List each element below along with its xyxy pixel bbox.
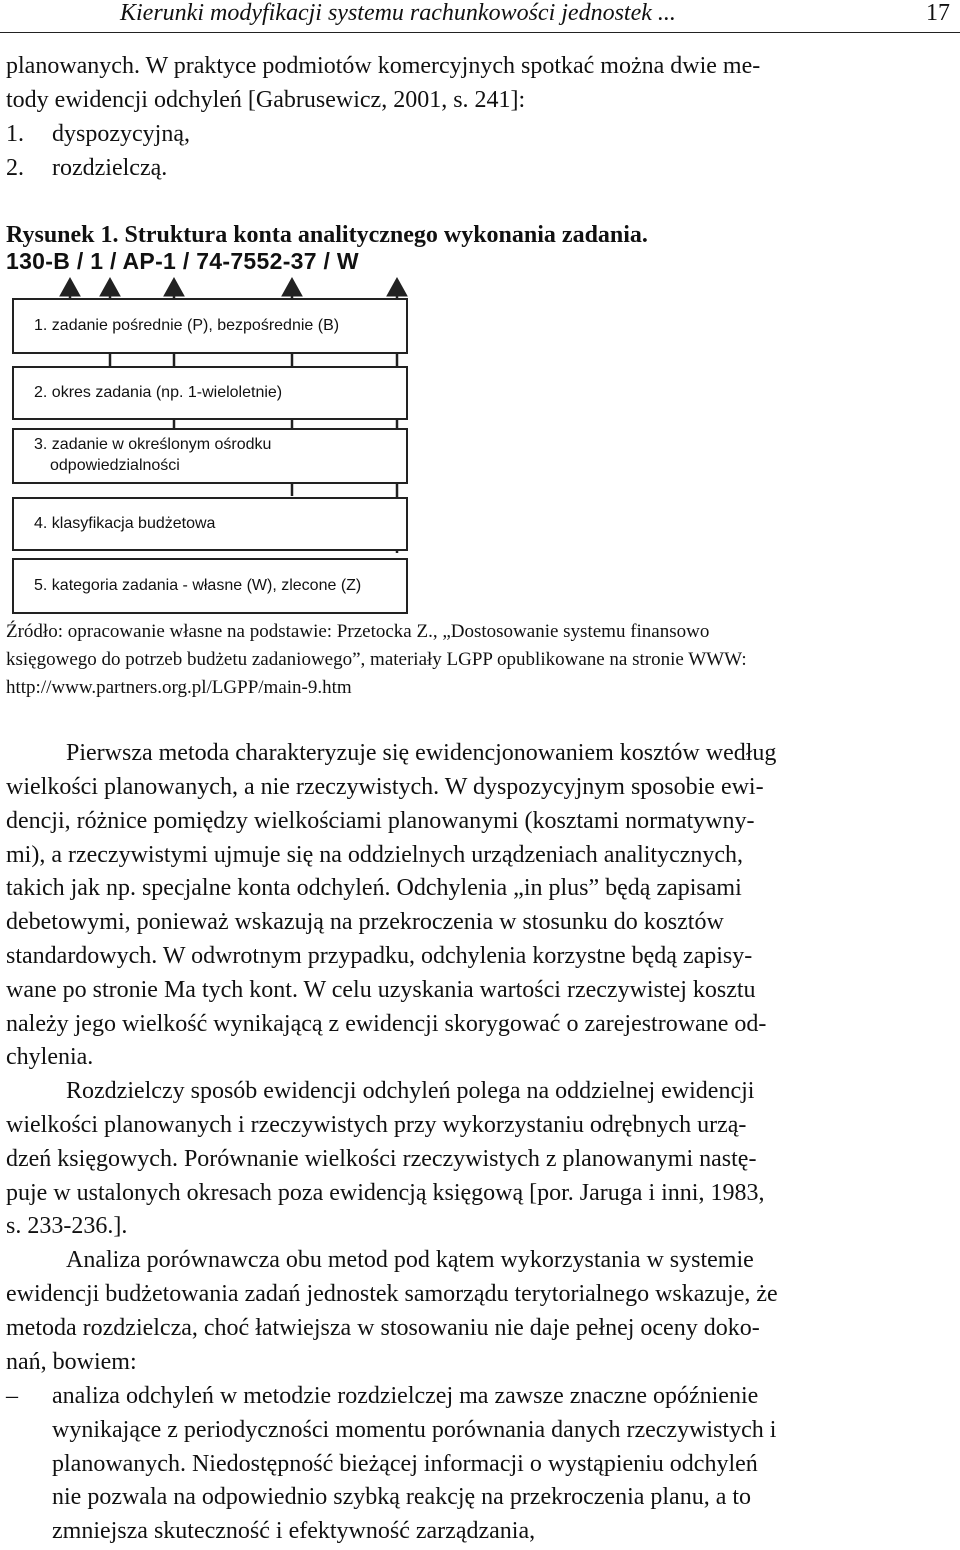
para1-line-2: wielkości planowanych, a nie rzeczywistych. W dyspozycyjnym sposobie ewi- — [6, 774, 764, 800]
box-3-label-line-2: odpowiedzialności — [50, 457, 180, 474]
box-4-label: 4. klasyfikacja budżetowa — [34, 514, 216, 532]
para1-line-5: takich jak np. specjalne konta odchyleń. Odchylenia „in plus” będą zapisami — [6, 875, 742, 901]
intro-line-2: tody ewidencji odchyleń [Gabrusewicz, 2001, s. 241]: — [6, 87, 526, 113]
dash-item-line-5: zmniejsza skuteczność i efektywność zarządzania, — [52, 1518, 536, 1544]
running-title: Kierunki modyfikacji systemu rachunkowości jednostek ... — [120, 0, 676, 26]
para3-line-4: nań, bowiem: — [6, 1349, 137, 1375]
para2-line-5: s. 233-236.]. — [6, 1213, 128, 1239]
diagram-box-1 — [12, 298, 408, 354]
list-item-1: dyspozycyjną, — [52, 121, 190, 147]
para1-line-10: chylenia. — [6, 1044, 94, 1070]
diagram-box-4 — [12, 497, 408, 551]
box-5-label: 5. kategoria zadania - własne (W), zlecone (Z) — [34, 576, 362, 594]
para3-line-1: Analiza porównawcza obu metod pod kątem wykorzystania w systemie — [66, 1247, 754, 1273]
source-line-2: księgowego do potrzeb budżetu zadaniowego”, materiały LGPP opublikowane na stronie WWW: — [6, 649, 747, 670]
para2-line-4: puje w ustalonych okresach poza ewidencją księgową [por. Jaruga i inni, 1983, — [6, 1180, 765, 1206]
dash-item-line-1: analiza odchyleń w metodzie rozdzielczej ma zawsze znaczne opóźnienie — [52, 1383, 759, 1409]
para1-line-1: Pierwsza metoda charakteryzuje się ewidencjonowaniem kosztów według — [66, 740, 777, 766]
para1-line-6: debetowymi, ponieważ wskazują na przekroczenia w stosunku do kosztów — [6, 909, 724, 935]
para2-line-1: Rozdzielczy sposób ewidencji odchyleń polega na oddzielnej ewidencji — [66, 1078, 755, 1104]
diagram-box-5 — [12, 558, 408, 614]
para3-line-2: ewidencji budżetowania zadań jednostek samorządu terytorialnego wskazuje, że — [6, 1281, 778, 1307]
box-2-label: 2. okres zadania (np. 1-wieloletnie) — [34, 383, 283, 401]
list-item-2: rozdzielczą. — [52, 155, 168, 181]
list-number-2: 2. — [6, 155, 24, 181]
para2-line-3: dzeń księgowych. Porównanie wielkości rzeczywistych z planowanymi nastę- — [6, 1146, 757, 1172]
box-3-label-line-1: 3. zadanie w określonym ośrodku — [34, 436, 272, 454]
para3-line-3: metoda rozdzielcza, choć łatwiejsza w stosowaniu nie daje pełnej oceny doko- — [6, 1315, 760, 1341]
para1-line-4: mi), a rzeczywistymi ujmuje się na oddzielnych urządzeniach analitycznych, — [6, 842, 744, 868]
dash-item-line-3: planowanych. Niedostępność bieżącej informacji o wystąpieniu odchyleń — [52, 1451, 758, 1477]
arrow-head-2 — [100, 278, 120, 296]
diagram-box-2 — [12, 366, 408, 420]
box-1-label: 1. zadanie pośrednie (P), bezpośrednie (B) — [34, 316, 340, 334]
account-code: 130-B / 1 / AP-1 / 74-7552-37 / W — [6, 248, 359, 274]
para1-line-9: należy jego wielkość wynikającą z ewidencji skorygować o zarejestrowane od- — [6, 1011, 767, 1037]
list-number-1: 1. — [6, 121, 24, 147]
source-line-1: Źródło: opracowanie własne na podstawie: Przetocka Z., „Dostosowanie systemu finansowo — [6, 621, 710, 642]
para1-line-8: wane po stronie Ma tych kont. W celu uzyskania wartości rzeczywistej kosztu — [6, 977, 756, 1003]
running-header — [0, 0, 960, 33]
dash-item-line-4: nie pozwala na odpowiednio szybką reakcję na przekroczenia planu, a to — [52, 1484, 752, 1510]
arrow-head-4 — [282, 278, 302, 296]
figure-caption: Rysunek 1. Struktura konta analitycznego wykonania zadania. — [6, 222, 648, 248]
arrow-head-5 — [387, 278, 407, 296]
arrow-head-3 — [164, 278, 184, 296]
intro-line-1: planowanych. W praktyce podmiotów komercyjnych spotkać można dwie me- — [6, 53, 761, 79]
diagram-box-3 — [12, 428, 408, 484]
dash-marker: – — [6, 1383, 18, 1409]
source-line-3: http://www.partners.org.pl/LGPP/main-9.htm — [6, 677, 352, 698]
para1-line-7: standardowych. W odwrotnym przypadku, odchylenia korzystne będą zapisy- — [6, 943, 753, 969]
para2-line-2: wielkości planowanych i rzeczywistych przy wykorzystaniu odrębnych urzą- — [6, 1112, 747, 1138]
page-number: 17 — [926, 0, 950, 26]
dash-item-line-2: wynikające z periodyczności momentu porównania danych rzeczywistych i — [52, 1417, 777, 1443]
para1-line-3: dencji, różnice pomiędzy wielkościami planowanymi (kosztami normatywny- — [6, 808, 755, 834]
arrow-head-1 — [60, 278, 80, 296]
